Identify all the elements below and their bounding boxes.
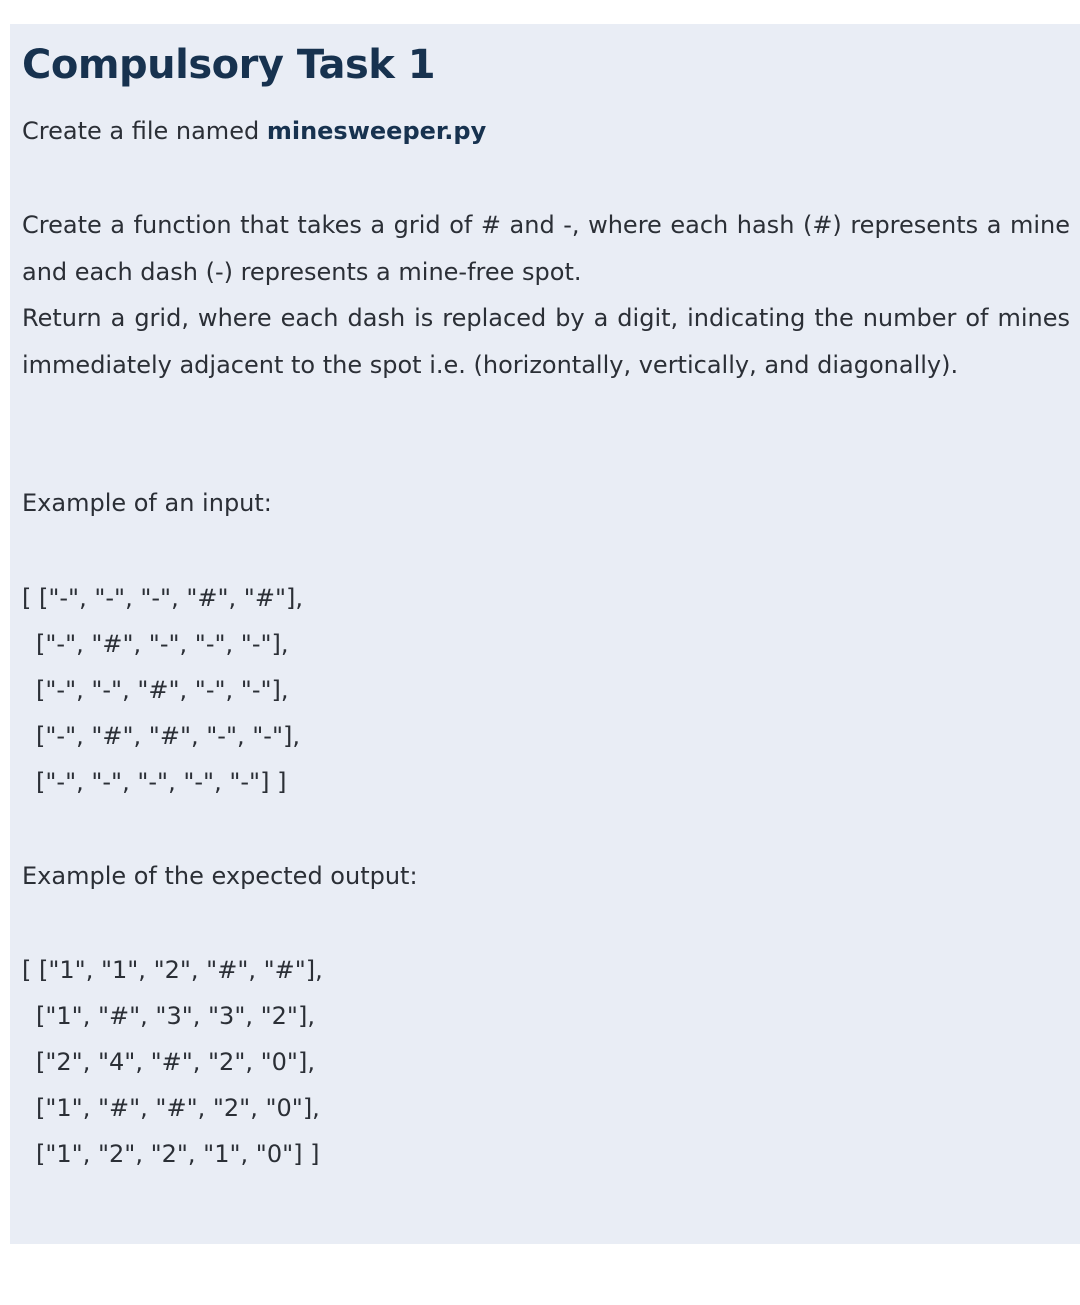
output-example-label: Example of the expected output: [22,862,418,890]
task-panel [10,24,1080,1244]
page-title: Compulsory Task 1 [22,42,436,88]
output-example-grid [22,947,622,1177]
input-example-label: Example of an input: [22,489,272,517]
description-paragraph-2: Return a grid, where each dash is replaced by a digit, indicating the number of mines immediately adjacent to the spot i.e. (horizontally, vertically, and diagonally). [22,304,1070,379]
output-grid-row: ["2", "4", "#", "2", "0"], [36,1048,315,1076]
output-grid-row: [ ["1", "1", "2", "#", "#"], [22,956,323,984]
input-grid-row: ["-", "-", "#", "-", "-"], [36,676,289,704]
output-grid-row: ["1", "#", "3", "3", "2"], [36,1002,315,1030]
input-grid-row: ["-", "#", "#", "-", "-"], [36,722,300,750]
task-instruction [22,117,486,145]
input-grid-row: ["-", "#", "-", "-", "-"], [36,630,289,658]
filename: minesweeper.py [266,117,487,145]
input-example-grid [22,575,622,805]
input-grid-row: [ ["-", "-", "-", "#", "#"], [22,584,303,612]
description-paragraph-1: Create a function that takes a grid of # and -, where each hash (#) represents a mine and each dash (-) represents a mine-free spot. [22,211,1070,286]
output-grid-row: ["1", "#", "#", "2", "0"], [36,1094,320,1122]
output-grid-row: ["1", "2", "2", "1", "0"] ] [36,1140,320,1168]
input-grid-row: ["-", "-", "-", "-", "-"] ] [36,768,287,796]
instruction-prefix: Create a file named [22,117,267,145]
